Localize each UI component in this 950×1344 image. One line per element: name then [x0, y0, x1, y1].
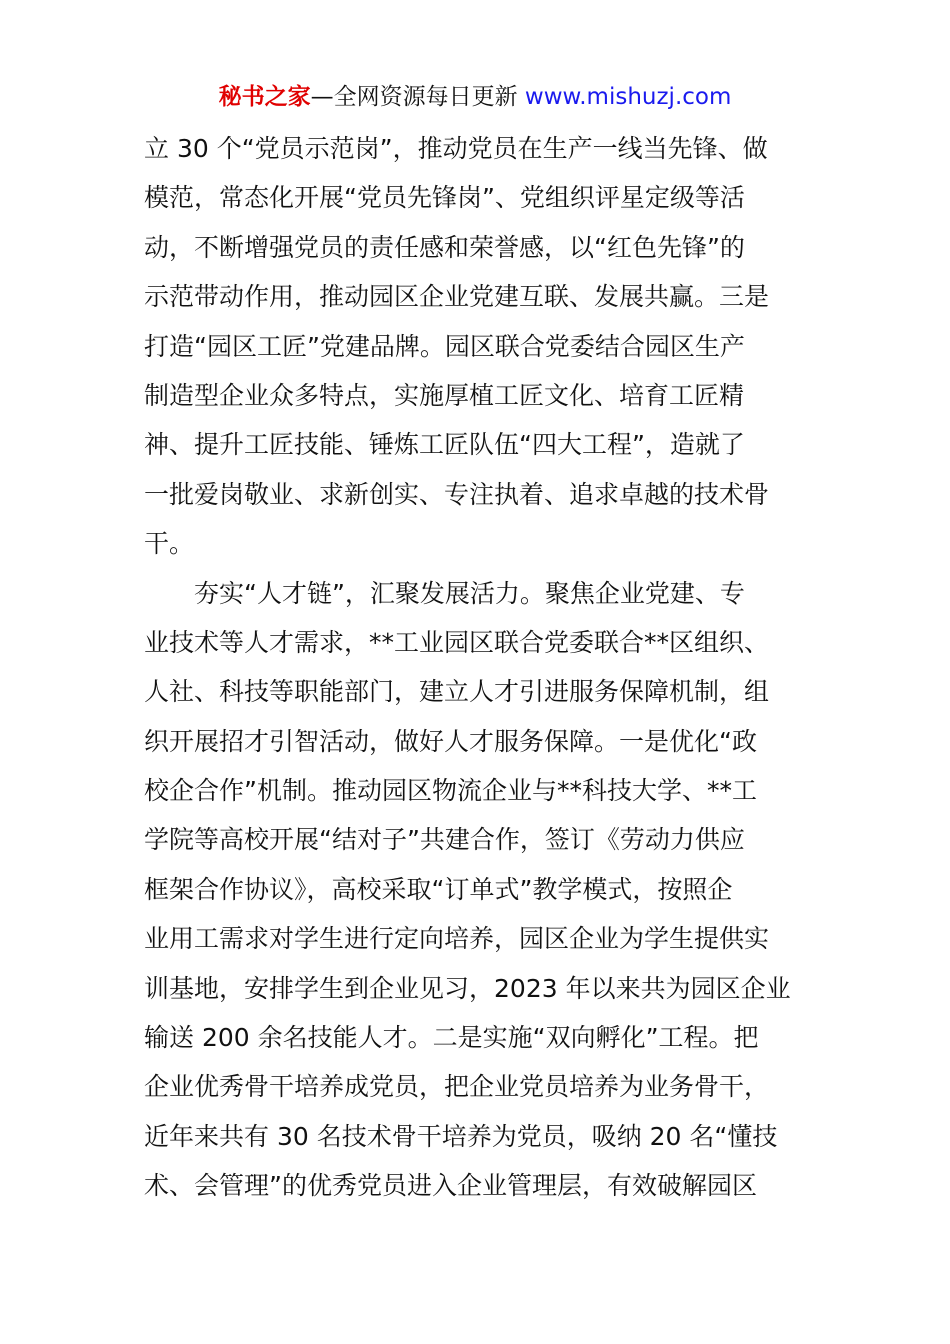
- document-body: [144, 124, 812, 1211]
- text-line: 人社、科技等职能部门，建立人才引进服务保障机制，组: [144, 677, 770, 707]
- text-line: 干。: [144, 529, 195, 559]
- text-line: 业用工需求对学生进行定向培养，园区企业为学生提供实: [144, 924, 770, 954]
- paragraph-talent-chain: [144, 569, 812, 1211]
- site-brand: 秘书之家: [218, 84, 311, 110]
- site-slogan: —全网资源每日更新: [310, 84, 518, 110]
- text-line: 业技术等人才需求，**工业园区联合党委联合**区组织、: [144, 627, 770, 657]
- paragraph-talent-brand: [144, 124, 812, 569]
- text-line: 立 30 个“党员示范岗”，推动党员在生产一线当先锋、做: [144, 134, 768, 163]
- text-line: 一批爱岗敬业、求新创实、专注执着、追求卓越的技术骨: [144, 479, 770, 509]
- text-line: 织开展招才引智活动，做好人才服务保障。一是优化“政: [144, 726, 757, 756]
- text-line: 夯实“人才链”，汇聚发展活力。聚焦企业党建、专: [194, 578, 745, 608]
- text-line: 输送 200 余名技能人才。二是实施“双向孵化”工程。把: [144, 1023, 759, 1053]
- text-line: 校企合作”机制。推动园区物流企业与**科技大学、**工: [144, 776, 757, 806]
- text-line: 示范带动作用，推动园区企业党建互联、发展共赢。三是: [144, 282, 770, 312]
- text-line: 制造型企业众多特点，实施厚植工匠文化、培育工匠精: [144, 380, 745, 410]
- text-line: 术、会管理”的优秀党员进入企业管理层，有效破解园区: [144, 1171, 757, 1201]
- site-url-link[interactable]: www.mishuzj.com: [524, 84, 732, 110]
- text-line: 模范，常态化开展“党员先锋岗”、党组织评星定级等活: [144, 183, 745, 213]
- text-line: 动，不断增强党员的责任感和荣誉感，以“红色先锋”的: [144, 232, 745, 262]
- text-line: 企业优秀骨干培养成党员，把企业党员培养为业务骨干，: [144, 1072, 770, 1102]
- text-line: 近年来共有 30 名技术骨干培养为党员，吸纳 20 名“懂技: [144, 1121, 778, 1151]
- text-line: 打造“园区工匠”党建品牌。园区联合党委结合园区生产: [144, 331, 745, 361]
- text-line: 框架合作协议》，高校采取“订单式”教学模式，按照企: [144, 874, 733, 904]
- text-line: 训基地，安排学生到企业见习，2023 年以来共为园区企业: [144, 973, 791, 1003]
- site-header: [0, 80, 950, 114]
- text-line: 学院等高校开展“结对子”共建合作，签订《劳动力供应: [144, 825, 745, 855]
- text-line: 神、提升工匠技能、锤炼工匠队伍“四大工程”，造就了: [144, 430, 745, 460]
